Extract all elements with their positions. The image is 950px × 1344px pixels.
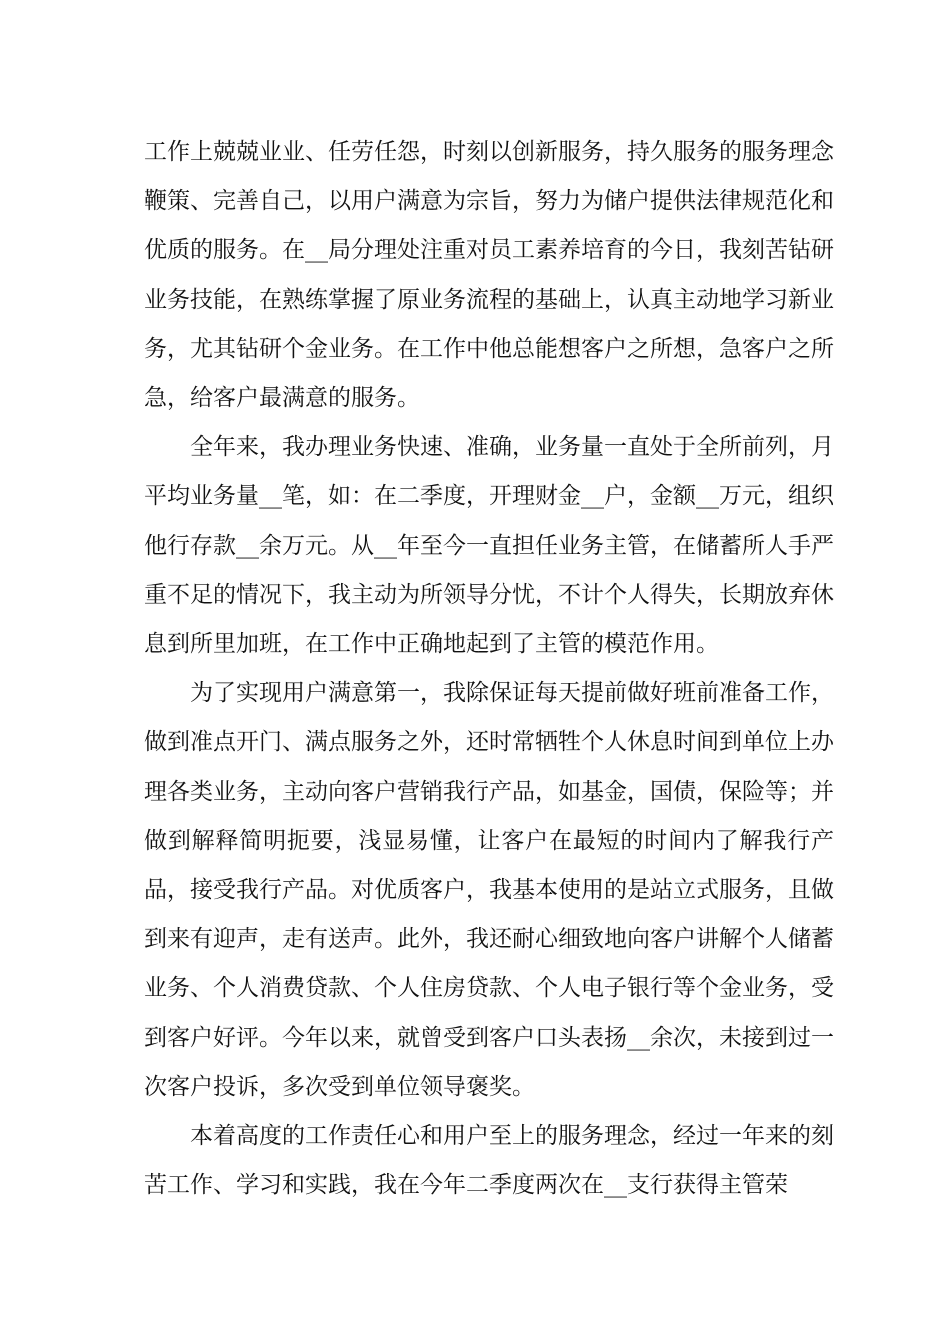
document-body xyxy=(144,128,834,1210)
paragraph-3: 为了实现用户满意第一，我除保证每天提前做好班前准备工作，做到准点开门、满点服务之外，还时常牺牲个人休息时间到单位上办理各类业务，主动向客户营销我行产品，如基金，国债，保险等；并做到解释简明扼要，浅显易懂，让客户在最短的时间内了解我行产品，接受我行产品。对优质客户，我基本使用的是站立式服务，且做到来有迎声，走有送声。此外，我还耐心细致地向客户讲解个人储蓄业务、个人消费贷款、个人住房贷款、个人电子银行等个金业务，受到客户好评。今年以来，就曾受到客户口头表扬__余次，未接到过一次客户投诉，多次受到单位领导褒奖。 xyxy=(144,680,834,1100)
paragraph-4: 本着高度的工作责任心和用户至上的服务理念，经过一年来的刻苦工作、学习和实践，我在今年二季度两次在__支行获得主管荣 xyxy=(144,1123,834,1199)
paragraph-1: 工作上兢兢业业、任劳任怨，时刻以创新服务，持久服务的服务理念鞭策、完善自己，以用户满意为宗旨，努力为储户提供法律规范化和优质的服务。在__局分理处注重对员工素养培育的今日，我刻苦钻研业务技能，在熟练掌握了原业务流程的基础上，认真主动地学习新业务，尤其钻研个金业务。在工作中他总能想客户之所想，急客户之所急，给客户最满意的服务。 xyxy=(144,139,834,412)
paragraph-2: 全年来，我办理业务快速、准确，业务量一直处于全所前列，月平均业务量__笔，如：在二季度，开理财金__户，金额__万元，组织他行存款__余万元。从__年至今一直担任业务主管，在储蓄所人手严重不足的情况下，我主动为所领导分忧，不计个人得失，长期放弃休息到所里加班，在工作中正确地起到了主管的模范作用。 xyxy=(144,434,834,658)
